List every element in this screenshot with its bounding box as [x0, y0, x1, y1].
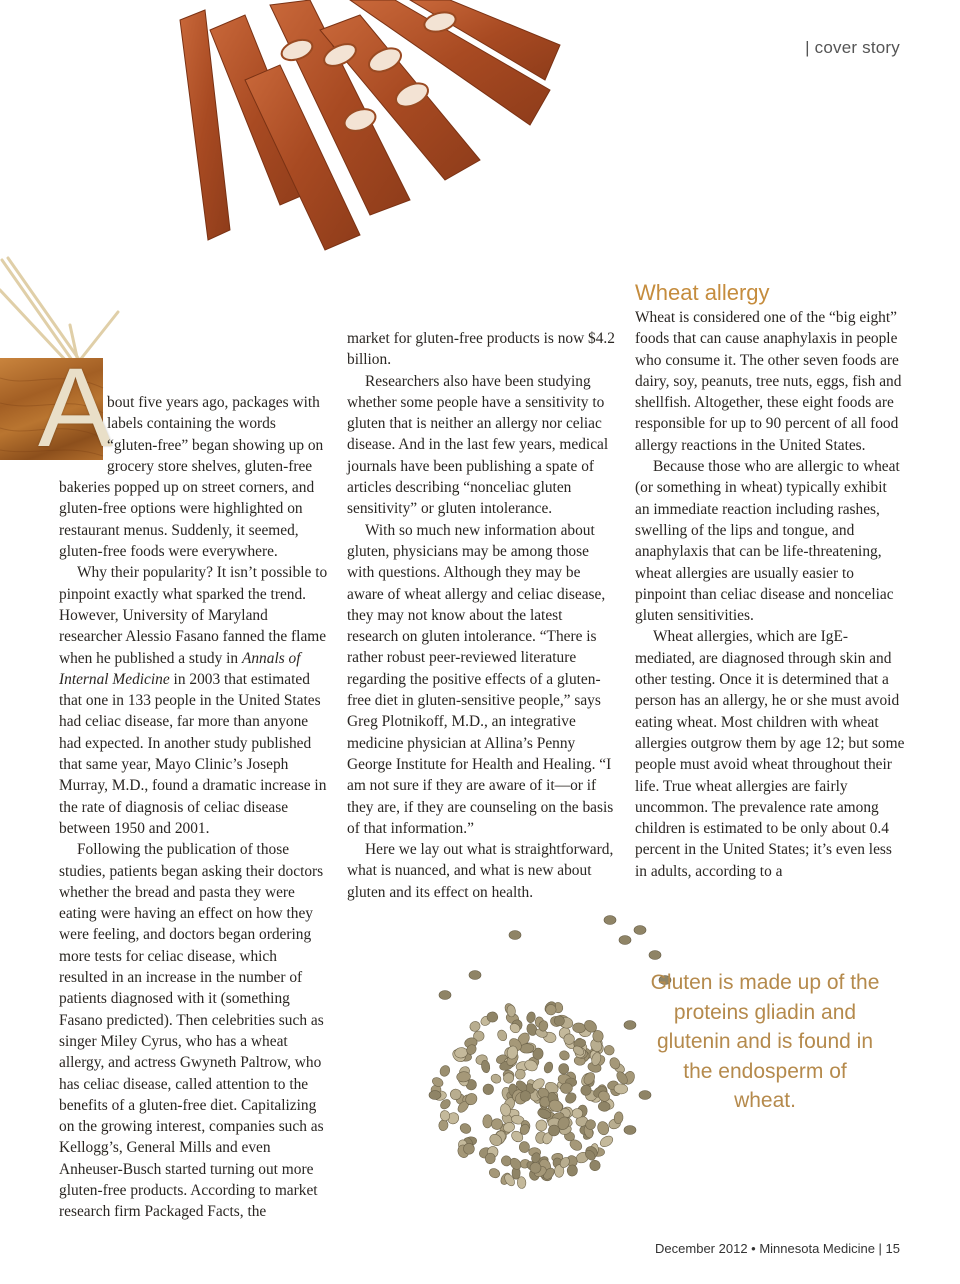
section-heading: Wheat allergy — [635, 280, 770, 305]
seed — [496, 1029, 509, 1043]
paragraph: Because those who are allergic to wheat (or something in wheat) typically exhibit an immediate reaction including rashes, swelling of the lips and tongue, and anaphylaxis that can be life-threatening, wheat allergies are usually easier to pinpoint than celiac disease and nonceliac gluten sensitivities. — [635, 458, 900, 625]
drop-cap-spacer — [59, 392, 107, 456]
paragraph-text: Why their popularity? It isn’t possible to pinpoint exactly what sparked the trend. However, University of Maryland researcher Alessio Fasano fanned the flame when he published a study in — [59, 564, 328, 667]
seed — [624, 1021, 636, 1030]
page-footer: December 2012 • Minnesota Medicine | 15 — [655, 1241, 900, 1256]
paragraph: Here we lay out what is straightforward, what is nuanced, and what is new about gluten and its effect on health. — [347, 841, 614, 901]
seed — [429, 1091, 441, 1100]
seed — [558, 1049, 571, 1061]
seed — [598, 1101, 610, 1111]
seed — [439, 991, 451, 1000]
seed — [649, 951, 661, 960]
seed — [488, 1167, 502, 1180]
seed — [481, 1082, 496, 1097]
seed — [469, 971, 481, 980]
seed — [483, 1115, 493, 1129]
article-column-1 — [59, 392, 329, 1223]
paragraph — [59, 562, 329, 839]
seed — [634, 926, 646, 935]
seed — [596, 1120, 610, 1136]
paragraph: Wheat allergies, which are IgE-mediated, are diagnosed through skin and other testing. Once it is determined that a person has an allergy, he or she must avoid eating wheat. Most children with wheat allergies outgrow them by age 12; but some people must avoid wheat throughout their life. True wheat allergies are fairly uncommon. The prevalence rate among children is estimated to be only about 0.4 percent in the United States; it’s even less in adults, according to a — [635, 628, 905, 880]
paragraph-text: in 2003 that estimated that one in 133 people in the United States had celiac disease, far more than anyone had expected. In another study published that same year, Mayo Clinic’s Joseph Murray, M.D., found a dramatic increase in the rate of diagnosis of celiac disease between 1950 and 2001. — [59, 670, 327, 837]
seed — [572, 1108, 583, 1118]
seed — [517, 1176, 527, 1189]
seed — [526, 1011, 537, 1024]
paragraph-text: bout five years ago, packages with labels containing the words “gluten-free” began showing up on grocery store shelves, gluten-free bakeries popped up on street corners, and gluten-free options were highlighted on restaurant menus. Suddenly, it seemed, gluten-free foods were everywhere. — [59, 394, 324, 561]
seed — [458, 1122, 472, 1136]
journal-title: Annals of Internal Medicine — [59, 649, 301, 688]
paragraph: Following the publication of those studies, patients began asking their doctors whether the bread and pasta they were eating were having an effect on how they were feeling, and doctors began ordering more tests for celiac disease, which resulted in an increase in the number of patients diagnosed with it (something Fasano predicted). Then celebrities such as singer Miley Cyrus, who has a wheat allergy, and actress Gwyneth Paltrow, who has celiac disease, called attention to the benefits of a gluten-free diet. Capitalizing on the growing interest, companies such as Kellogg’s, General Mills and even Anheuser-Busch started turning out more gluten-free products. According to market research firm Packaged Facts, the — [59, 841, 324, 1221]
seed — [490, 1073, 503, 1085]
pull-quote: Gluten is made up of the proteins gliadin and glutenin and is found in the endosperm of wheat. — [650, 971, 880, 1112]
article-column-3 — [635, 307, 905, 882]
seed — [589, 1159, 601, 1171]
penne-pasta-image — [150, 0, 570, 255]
seed — [604, 916, 616, 925]
seed — [438, 1064, 451, 1078]
section-label: | cover story — [805, 38, 900, 57]
seed — [603, 1044, 616, 1057]
seed — [559, 1063, 569, 1074]
paragraph — [59, 392, 329, 562]
seed — [567, 1164, 578, 1176]
seed — [438, 1119, 449, 1131]
article-column-2 — [347, 328, 615, 903]
seed — [624, 1126, 636, 1135]
seed — [619, 936, 631, 945]
seed — [543, 1061, 554, 1074]
buckwheat-seeds-image — [415, 905, 685, 1215]
seed — [519, 1141, 530, 1152]
paragraph: Researchers also have been studying whether some people have a sensitivity to gluten that is neither an allergy nor celiac disease. And in the last few years, medical journals have been publishing a spate of articles describing “nonceliac gluten sensitivity” or gluten intolerance. — [347, 372, 609, 518]
paragraph: market for gluten-free products is now $4.2 billion. — [347, 330, 615, 369]
drop-cap-letter: A — [38, 345, 113, 470]
paragraph: With so much new information about gluten, physicians may be among those with questions. Although they may be aware of wheat allergy and celiac disease, they may not know about the latest research on gluten intolerance. “There is rather robust peer-reviewed literature regarding the positive effects of a gluten-free diet in gluten-sensitive people,” says Greg Plotnikoff, M.D., an integrative medicine physician at Allina’s Penny George Institute for Health and Healing. “I am not sure if they are aware of it—or if they are, if they are counseling on the basis of that information.” — [347, 521, 614, 837]
seed — [598, 1134, 614, 1149]
seed — [509, 931, 521, 940]
paragraph: Wheat is considered one of the “big eight” foods that can cause anaphylaxis in people who consume it. The other seven foods are dairy, soy, peanuts, tree nuts, eggs, fish and shellfish. Altogether, these eight foods are responsible for up to 90 percent of all food allergy reactions in the United States. — [635, 309, 902, 454]
